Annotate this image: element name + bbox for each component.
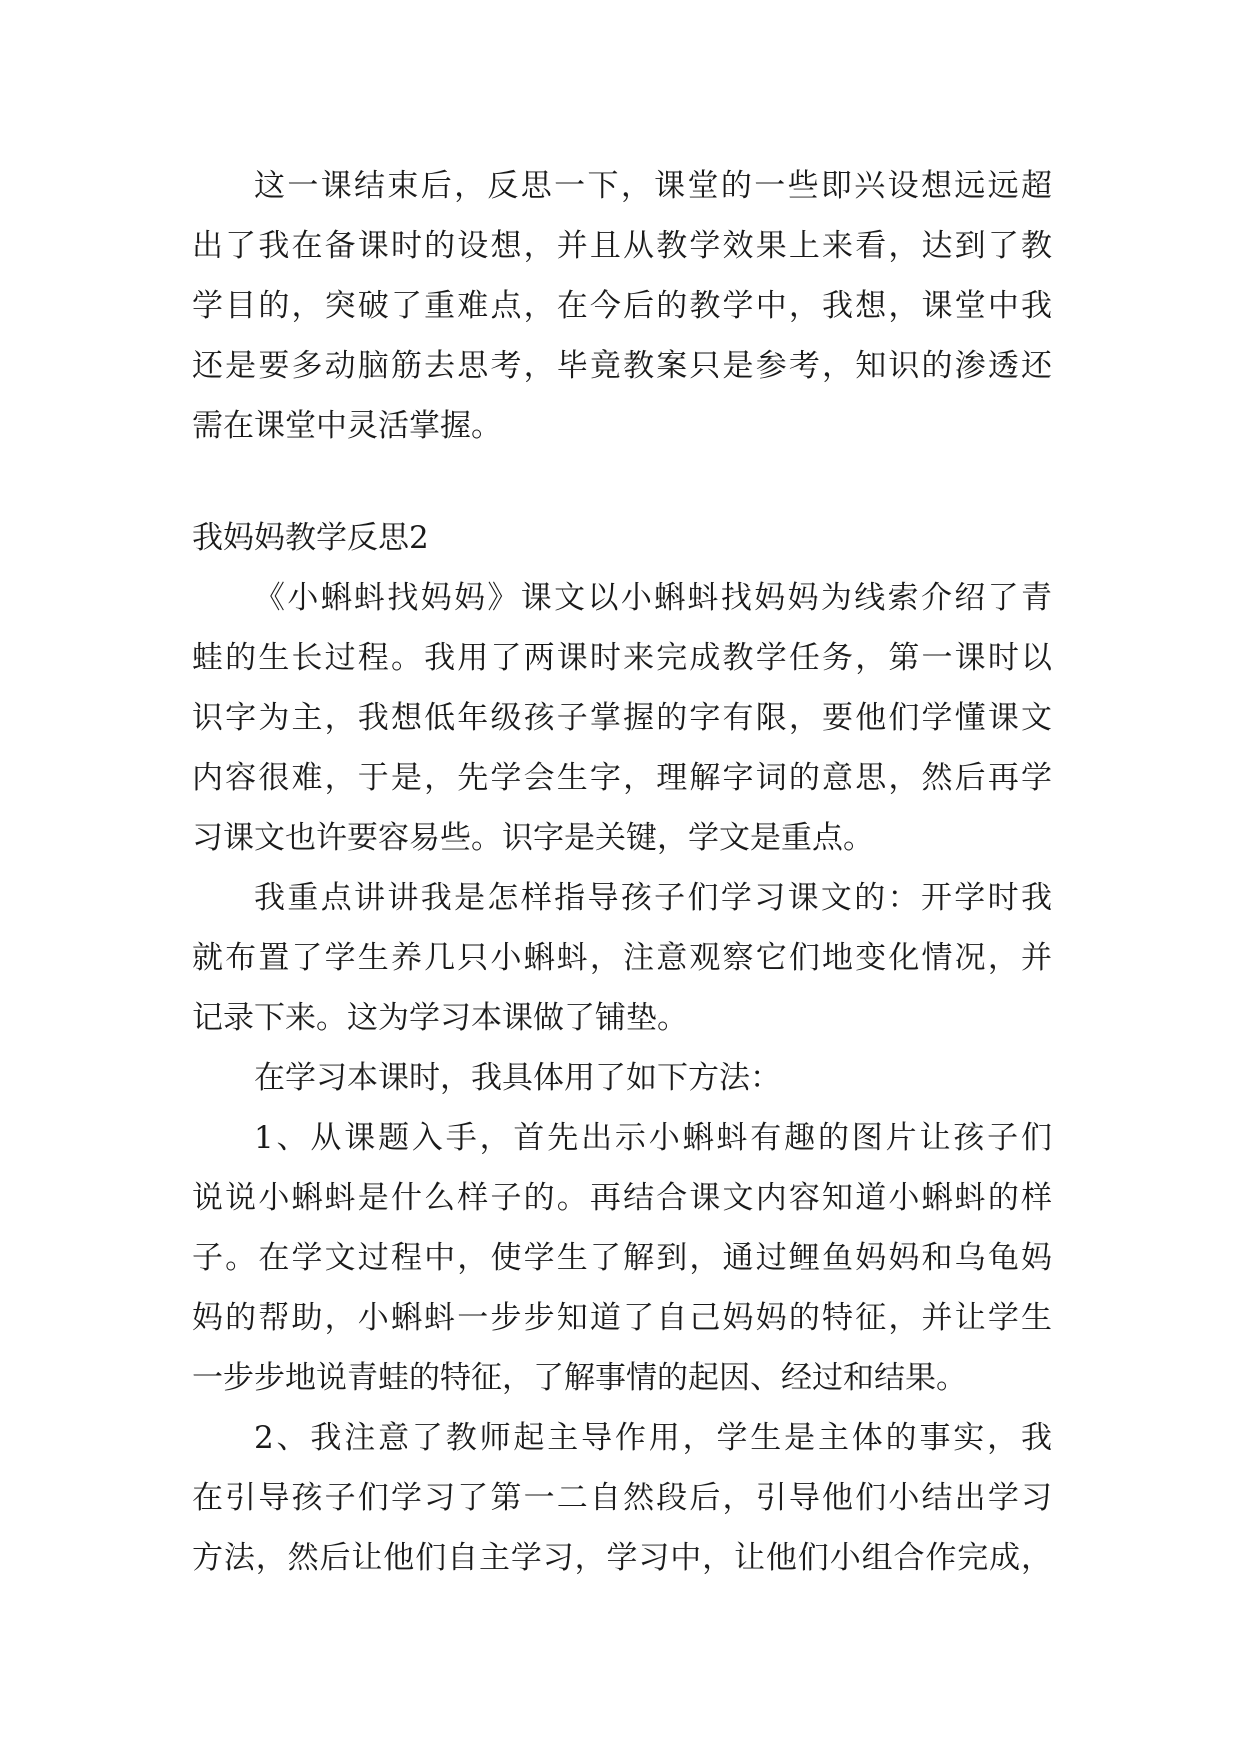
paragraph-1-line-4: 还是要多动脑筋去思考，毕竟教案只是参考，知识的渗透还 [192, 348, 1052, 384]
paragraph-5-line-2: 说说小蝌蚪是什么样子的。再结合课文内容知道小蝌蚪的样 [192, 1180, 1052, 1216]
paragraph-5-line-5: 一步步地说青蛙的特征，了解事情的起因、经过和结果。 [192, 1360, 967, 1396]
paragraph-6-line-2: 在引导孩子们学习了第一二自然段后，引导他们小结出学习 [192, 1480, 1052, 1516]
paragraph-2-line-3: 识字为主，我想低年级孩子掌握的字有限，要他们学懂课文 [192, 700, 1052, 736]
section-heading: 我妈妈教学反思2 [192, 520, 429, 556]
paragraph-2-line-1: 《小蝌蚪找妈妈》课文以小蝌蚪找妈妈为线索介绍了青 [254, 580, 1052, 616]
paragraph-1-line-5: 需在课堂中灵活掌握。 [192, 408, 502, 444]
paragraph-3-line-3: 记录下来。这为学习本课做了铺垫。 [192, 1000, 688, 1036]
paragraph-3-line-2: 就布置了学生养几只小蝌蚪，注意观察它们地变化情况，并 [192, 940, 1052, 976]
paragraph-6-line-1: 2、我注意了教师起主导作用，学生是主体的事实，我 [254, 1420, 1052, 1456]
paragraph-4-line-1: 在学习本课时，我具体用了如下方法： [254, 1060, 781, 1096]
paragraph-1-line-3: 学目的，突破了重难点，在今后的教学中，我想，课堂中我 [192, 288, 1052, 324]
paragraph-1-line-2: 出了我在备课时的设想，并且从教学效果上来看，达到了教 [192, 228, 1052, 264]
paragraph-5-line-1: 1、从课题入手，首先出示小蝌蚪有趣的图片让孩子们 [254, 1120, 1052, 1156]
paragraph-5-line-4: 妈的帮助，小蝌蚪一步步知道了自己妈妈的特征，并让学生 [192, 1300, 1052, 1336]
paragraph-1-line-1: 这一课结束后，反思一下，课堂的一些即兴设想远远超 [254, 168, 1052, 204]
paragraph-2-line-2: 蛙的生长过程。我用了两课时来完成教学任务，第一课时以 [192, 640, 1052, 676]
paragraph-6-line-3: 方法，然后让他们自主学习，学习中，让他们小组合作完成， [192, 1540, 1052, 1576]
paragraph-3-line-1: 我重点讲讲我是怎样指导孩子们学习课文的：开学时我 [254, 880, 1052, 916]
paragraph-2-line-4: 内容很难，于是，先学会生字，理解字词的意思，然后再学 [192, 760, 1052, 796]
paragraph-2-line-5: 习课文也许要容易些。识字是关键，学文是重点。 [192, 820, 874, 856]
paragraph-5-line-3: 子。在学文过程中，使学生了解到，通过鲤鱼妈妈和乌龟妈 [192, 1240, 1052, 1276]
